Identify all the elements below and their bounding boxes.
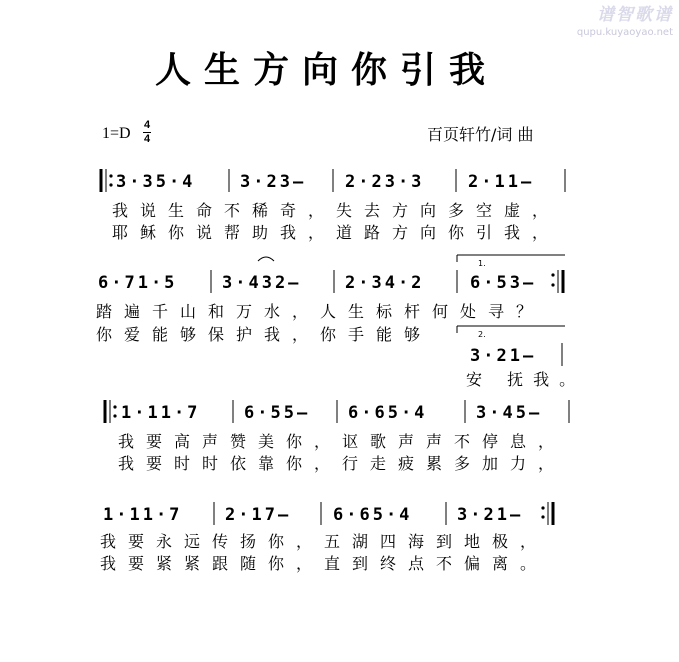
key-signature: 1=D [102,125,131,142]
volta-2-label: 2. [478,330,486,339]
system-1 [101,169,565,242]
measure: 6·53– [470,273,537,293]
system-4 [100,502,553,573]
lyric-line: 我要紧紧跟随你，直到终点不偏离。 [100,554,549,573]
lyric-line: 你爱能够保护我，你手能够 [96,325,433,344]
watermark-url: qupu.kuyaoyao.net [576,27,673,38]
lyric-line: 安 抚我。 [466,370,586,389]
measure: 3·432– [222,273,302,293]
measure: 2·17– [225,505,292,525]
lyric-line: 我要高声赞美你，讴歌声声不停息， [118,432,567,451]
repeat-dot [551,273,554,276]
repeat-dot [551,283,554,286]
measure: 2·11– [468,172,535,192]
repeat-dot [541,515,544,518]
lyric-line: 我要永远传扬你，五湖四海到地极， [100,532,549,551]
measure: 6·65·4 [333,505,413,525]
lyric-line: 踏遍千山和万水，人生标杆何处寻？ [96,302,545,321]
measure: 6·65·4 [348,403,428,423]
repeat-dot [113,405,116,408]
slur [258,257,274,261]
measure: 2·23·3 [345,172,425,192]
time-signature-bottom: 4 [143,133,151,145]
measure: 1·11·7 [103,505,183,525]
volta-1-label: 1. [478,259,486,268]
measure: 3·21– [470,346,537,366]
measure: 3·35·4 [116,172,196,192]
repeat-dot [113,414,116,417]
lyric-line: 我说生命不稀奇，失去方向多空虚， [112,201,561,220]
credit: 百页轩竹/词 曲 [427,125,534,144]
repeat-dot [109,183,112,186]
measure: 6·71·5 [98,273,178,293]
lyric-line: 我要时时依靠你，行走疲累多加力， [118,454,567,473]
measure: 6·55– [244,403,311,423]
system-2 [96,255,585,389]
song-title: 人生方向你引我 [155,49,499,91]
repeat-dot [541,506,544,509]
measure: 1·11·7 [121,403,201,423]
time-signature-top: 4 [143,119,151,131]
lyric-line: 耶稣你说帮助我，道路方向你引我， [112,223,561,242]
measure: 2·34·2 [345,273,425,293]
measure: 3·23– [240,172,307,192]
repeat-dot [109,174,112,177]
watermark-logo: 谱智歌谱 [597,5,673,25]
measure: 3·45– [476,403,543,423]
system-3 [105,400,569,473]
measure: 3·21– [457,505,524,525]
